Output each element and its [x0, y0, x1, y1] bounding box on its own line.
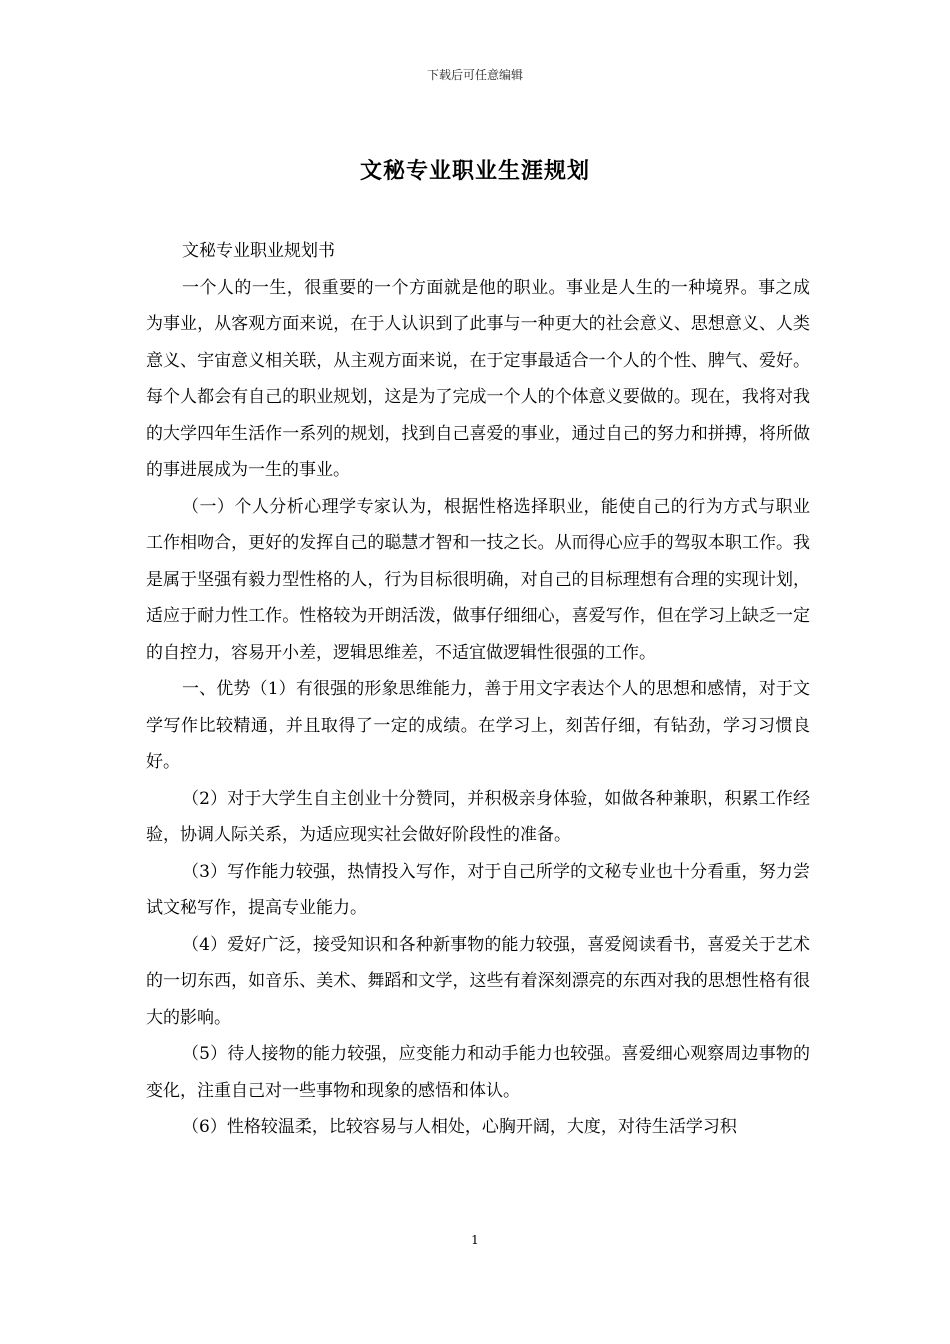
paragraph-advantage-3: （3）写作能力较强，热情投入写作，对于自己所学的文秘专业也十分看重，努力尝试文秘写作，提高专业能力。 — [146, 861, 810, 918]
paragraph-advantage-1: 一、优势（1）有很强的形象思维能力，善于用文字表达个人的思想和感情，对于文学写作比较精通，并且取得了一定的成绩。在学习上，刻苦仔细，有钻劲，学习习惯良好。 — [146, 679, 810, 772]
paragraph-intro: 一个人的一生，很重要的一个方面就是他的职业。事业是人生的一种境界。事之成为事业，从客观方面来说，在于人认识到了此事与一种更大的社会意义、思想意义、人类意义、宇宙意义相关联，从主观方面来说，在于定事最适合一个人的个性、脾气、爱好。每个人都会有自己的职业规划，这是为了完成一个人的个体意义要做的。现在，我将对我的大学四年生活作一系列的规划，找到自己喜爱的事业，通过自己的努力和拼搏，将所做的事进展成为一生的事业。 — [146, 277, 810, 480]
document-title: 文秘专业职业生涯规划 — [359, 159, 590, 184]
paragraph-subtitle: 文秘专业职业规划书 — [182, 241, 335, 261]
paragraph-advantage-2: （2）对于大学生自主创业十分赞同，并积极亲身体验，如做各种兼职，积累工作经验，协调人际关系，为适应现实社会做好阶段性的准备。 — [146, 788, 810, 845]
page-number: 1 — [471, 1233, 479, 1247]
paragraph-personal-analysis: （一）个人分析心理学专家认为，根据性格选择职业，能使自己的行为方式与职业工作相吻合，更好的发挥自己的聪慧才智和一技之长。从而得心应手的驾驭本职工作。我是属于坚强有毅力型性格的人，行为目标很明确，对自己的目标理想有合理的实现计划，适应于耐力性工作。性格较为开朗活泼，做事仔细细心，喜爱写作，但在学习上缺乏一定的自控力，容易开小差，逻辑思维差，不适宜做逻辑性很强的工作。 — [146, 496, 810, 663]
paragraph-advantage-4: （4）爱好广泛，接受知识和各种新事物的能力较强，喜爱阅读看书，喜爱关于艺术的一切东西，如音乐、美术、舞蹈和文学，这些有着深刻漂亮的东西对我的思想性格有很大的影响。 — [146, 934, 810, 1028]
document-body — [146, 233, 810, 1146]
paragraph-advantage-5: （5）待人接物的能力较强，应变能力和动手能力也较强。喜爱细心观察周边事物的变化，注重自己对一些事物和现象的感悟和体认。 — [146, 1044, 810, 1101]
paragraph-advantage-6: （6）性格较温柔，比较容易与人相处，心胸开阔，大度，对待生活学习积 — [182, 1117, 737, 1137]
page-header-note: 下载后可任意编辑 — [426, 68, 523, 82]
